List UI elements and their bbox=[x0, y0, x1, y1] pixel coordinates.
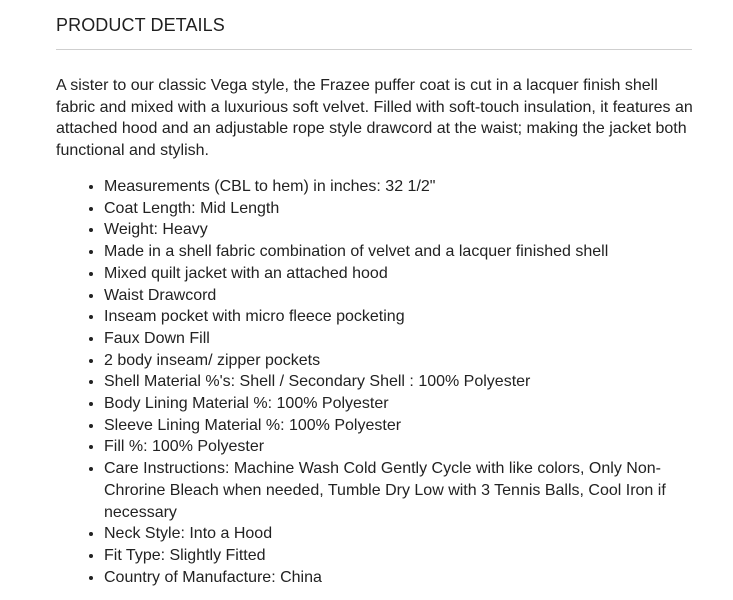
list-item: • Coat Length: Mid Length bbox=[104, 198, 696, 220]
list-item: • Sleeve Lining Material %: 100% Polyester bbox=[104, 415, 696, 437]
list-item: • Body Lining Material %: 100% Polyester bbox=[104, 393, 696, 415]
section-title: PRODUCT DETAILS bbox=[56, 15, 225, 35]
list-item: • Waist Drawcord bbox=[104, 285, 696, 307]
list-item: • Neck Style: Into a Hood bbox=[104, 523, 696, 545]
product-description: A sister to our classic Vega style, the Frazee puffer coat is cut in a lacquer finish shell fabric and mixed with a luxurious soft velvet. Filled with soft-touch insulation, it features an attached hood and an adjustable rope style drawcord at the waist; making the jacket both functional and stylish. bbox=[56, 77, 693, 159]
list-item: • Care Instructions: Machine Wash Cold Gently Cycle with like colors, Only Non-Chrorine Bleach when needed, Tumble Dry Low with 3 Tennis Balls, Cool Iron if necessary bbox=[104, 458, 696, 523]
list-item: • Fill %: 100% Polyester bbox=[104, 436, 696, 458]
list-item: • Shell Material %'s: Shell / Secondary Shell : 100% Polyester bbox=[104, 371, 696, 393]
product-details-list bbox=[56, 176, 696, 588]
list-item: • Weight: Heavy bbox=[104, 219, 696, 241]
list-item: • Inseam pocket with micro fleece pocketing bbox=[104, 306, 696, 328]
title-divider bbox=[56, 49, 692, 50]
list-item: • Made in a shell fabric combination of velvet and a lacquer finished shell bbox=[104, 241, 696, 263]
list-item: • Mixed quilt jacket with an attached hood bbox=[104, 263, 696, 285]
list-item: • Fit Type: Slightly Fitted bbox=[104, 545, 696, 567]
list-item: • Country of Manufacture: China bbox=[104, 567, 696, 589]
list-item: • Faux Down Fill bbox=[104, 328, 696, 350]
list-item: • 2 body inseam/ zipper pockets bbox=[104, 350, 696, 372]
list-item: • Measurements (CBL to hem) in inches: 32 1/2" bbox=[104, 176, 696, 198]
